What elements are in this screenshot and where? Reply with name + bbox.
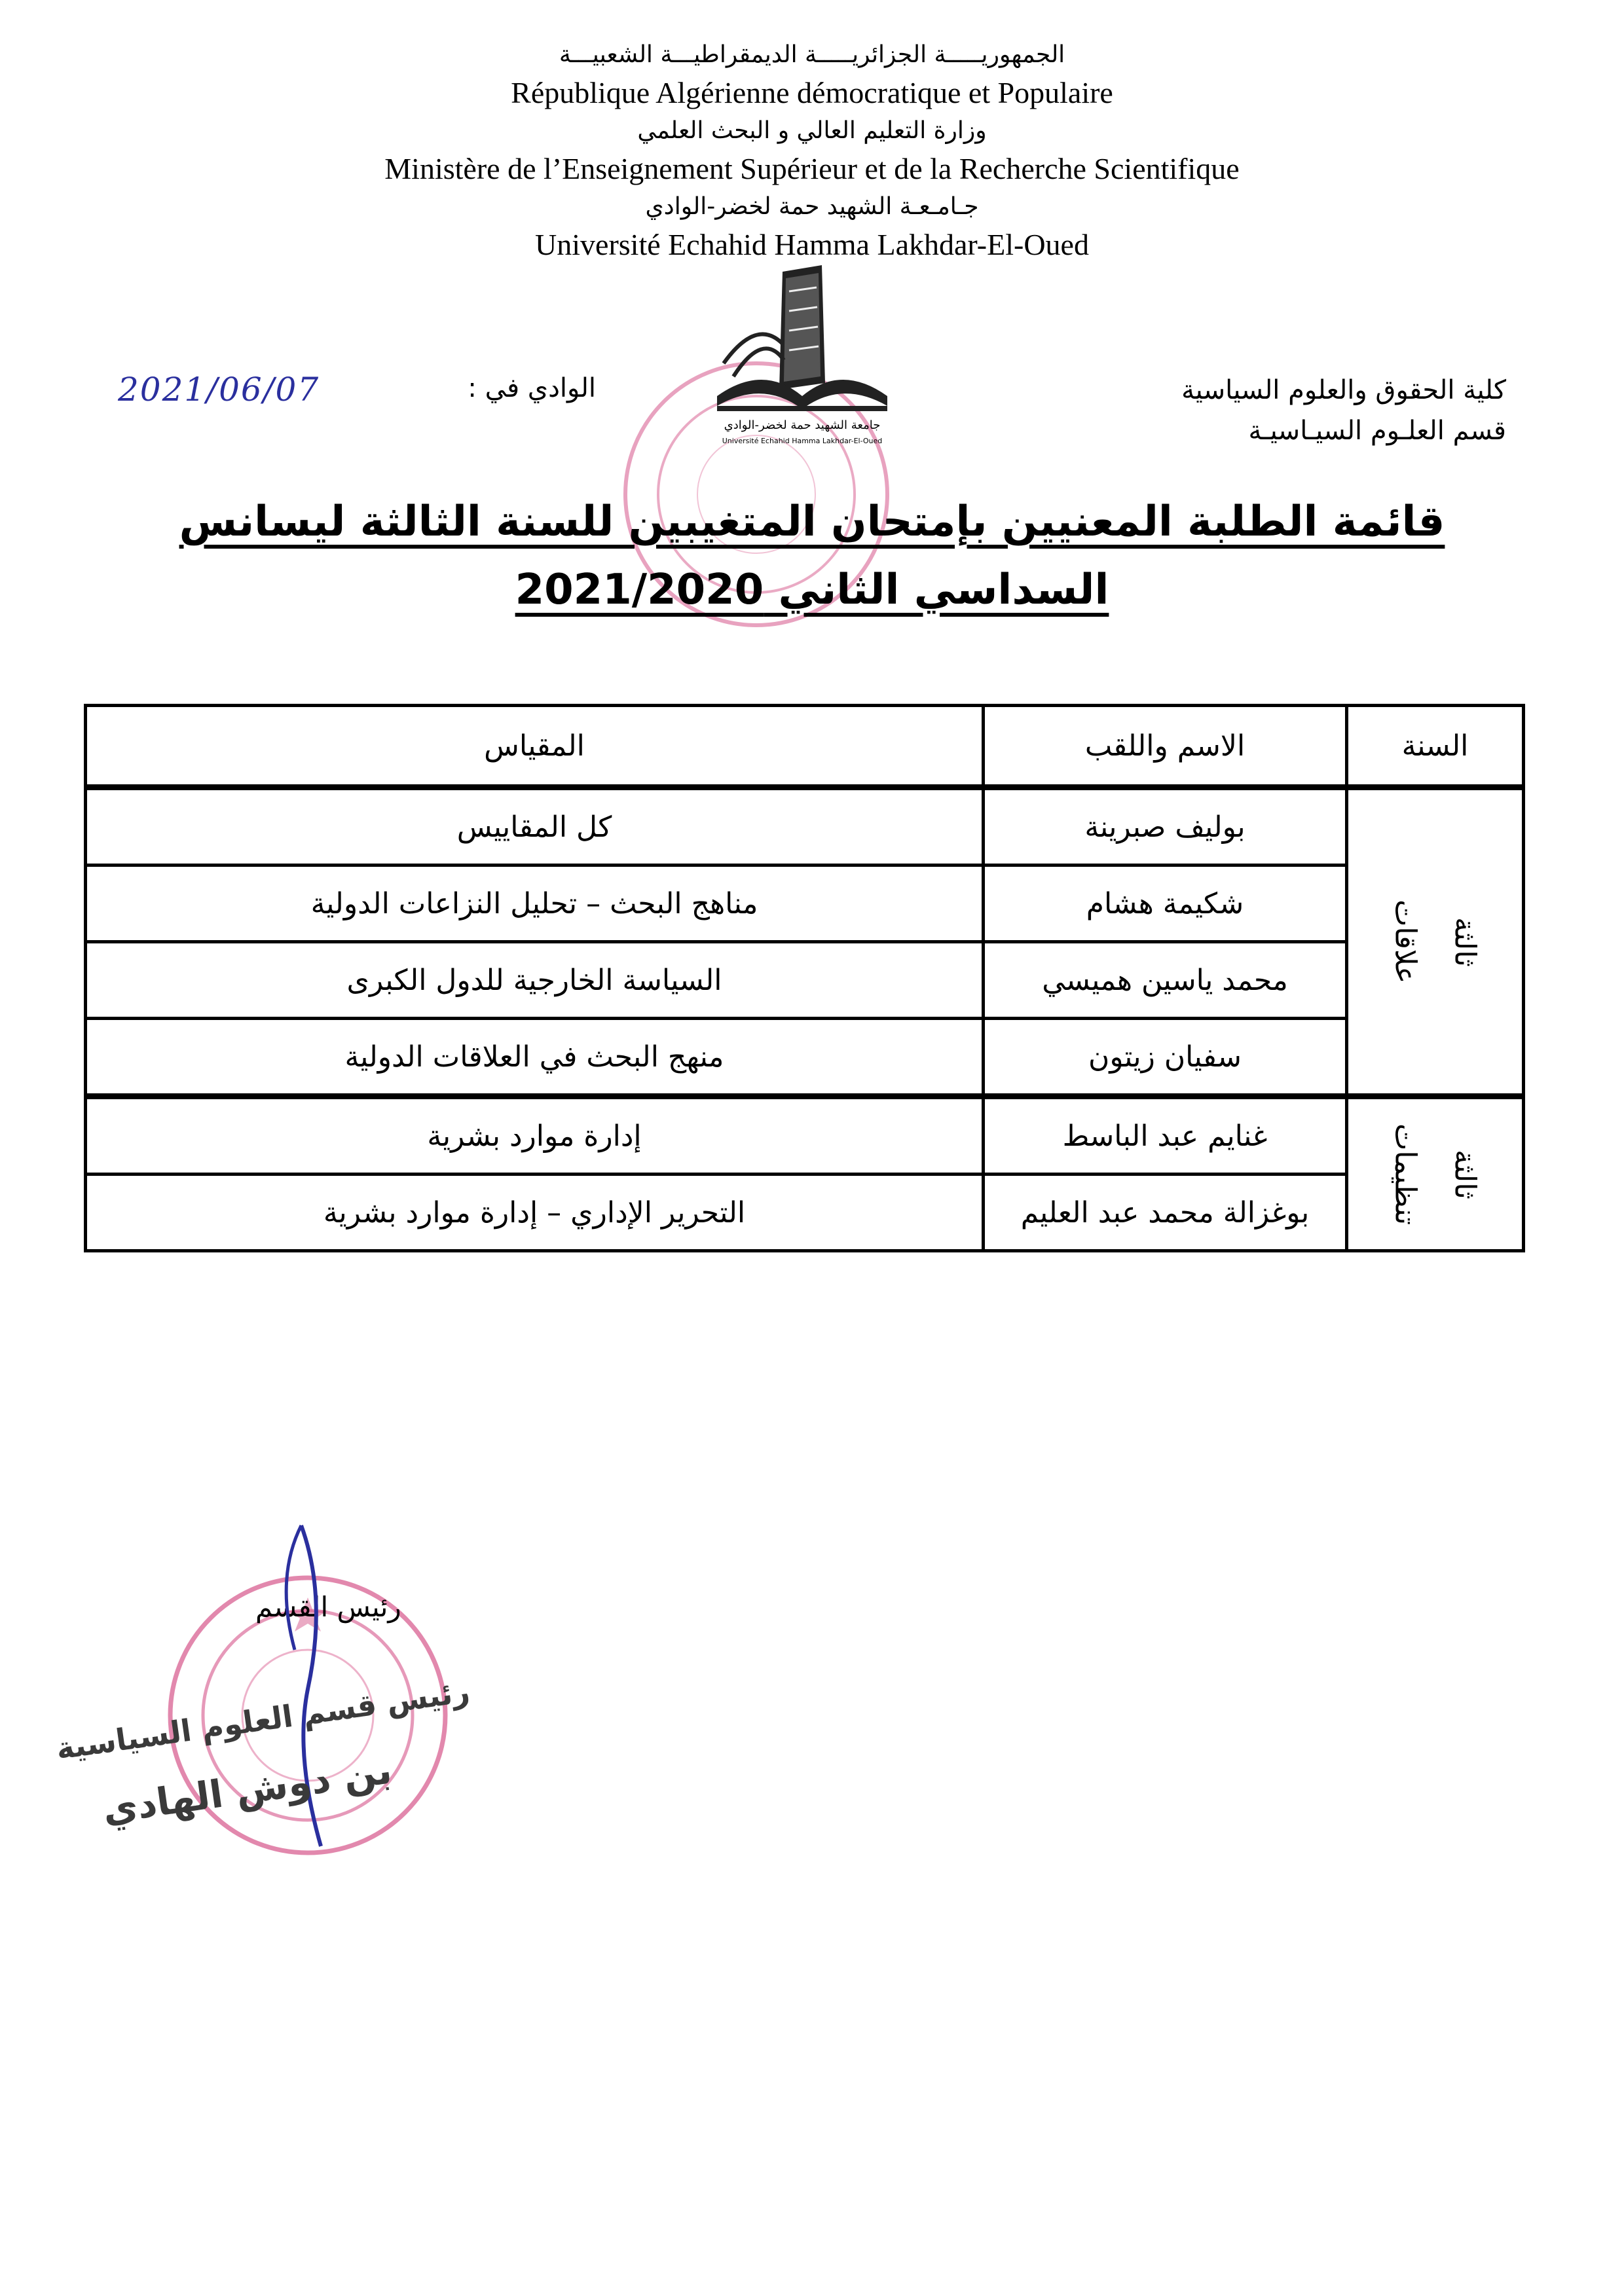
student-name: بوليف صبرينة [984,788,1347,866]
stamp-name: بن دوش الهادي [100,1747,395,1832]
logo-text-fr: Université Echahid Hamma Lakhdar-El-Oued [722,437,883,445]
group-relations-year [1347,788,1524,1097]
university-logo [710,265,894,455]
table-row [86,1175,1524,1251]
student-subject: التحرير الإداري – إدارة موارد بشرية [86,1175,984,1251]
ministry-name-fr: Ministère de l’Enseignement Supérieur et de la Recherche Scientifique [384,152,1240,185]
header-subject: المقياس [86,706,984,788]
student-name: بوغزالة محمد عبد العليم [984,1175,1347,1251]
group-year: ثالثة [1448,1149,1482,1199]
date-label: الوادي في : [468,373,596,403]
document-header [0,36,1624,264]
student-subject: مناهج البحث – تحليل النزاعات الدولية [86,866,984,942]
header-year: السنة [1347,706,1524,788]
student-subject: السياسة الخارجية للدول الكبرى [86,942,984,1019]
title-line-2: السداسي الثاني 2021/2020 [515,566,1109,614]
header-name: الاسم واللقب [984,706,1347,788]
republic-name-fr: République Algérienne démocratique et Populaire [511,76,1113,109]
students-table [84,704,1522,1252]
table-row [86,788,1524,866]
department-head-stamp [39,1673,485,1899]
table-header-row [86,706,1524,788]
signature-title: رئيس القسم [255,1591,401,1623]
title-line-1: قائمة الطلبة المعنيين بإمتحان المتغيبين للسنة الثالثة ليسانس [179,498,1445,546]
student-subject: منهج البحث في العلاقات الدولية [86,1019,984,1097]
student-subject: إدارة موارد بشرية [86,1097,984,1175]
group-organizations-year [1347,1097,1524,1251]
group-specialty: علاقات [1388,900,1422,984]
student-subject: كل المقاييس [86,788,984,866]
student-name: غنايم عبد الباسط [984,1097,1347,1175]
table-row [86,1019,1524,1097]
date-value: 2021/06/07 [118,371,320,409]
group-year: ثالثة [1448,917,1482,967]
ministry-name-ar: وزارة التعليم العالي و البحث العلمي [637,117,987,144]
table-row [86,866,1524,942]
document-title [0,498,1624,614]
stamp-title: رئيس قسم العلوم السياسية [54,1673,472,1767]
university-name-ar: جـامـعـة الشهيد حمة لخضر-الوادي [645,193,979,220]
student-name: محمد ياسين هميسي [984,942,1347,1019]
faculty-name: كلية الحقوق والعلوم السياسية [1181,375,1506,405]
table-row [86,942,1524,1019]
logo-text-ar: جامعة الشهيد حمة لخضر-الوادي [724,418,881,432]
group-specialty: تنظيمات [1388,1123,1422,1226]
table-row [86,1097,1524,1175]
republic-name-ar: الجمهوريـــــة الجزائريـــــة الديمقراطيـــة الشعبيـــة [559,41,1065,68]
university-name-fr: Université Echahid Hamma Lakhdar-El-Oued [535,228,1089,261]
department-name: قسم العلـوم السيـاسيـة [1248,416,1506,446]
student-name: شكيمة هشام [984,866,1347,942]
date-block [111,373,596,419]
faculty-block [1048,370,1506,451]
student-name: سفيان زيتون [984,1019,1347,1097]
